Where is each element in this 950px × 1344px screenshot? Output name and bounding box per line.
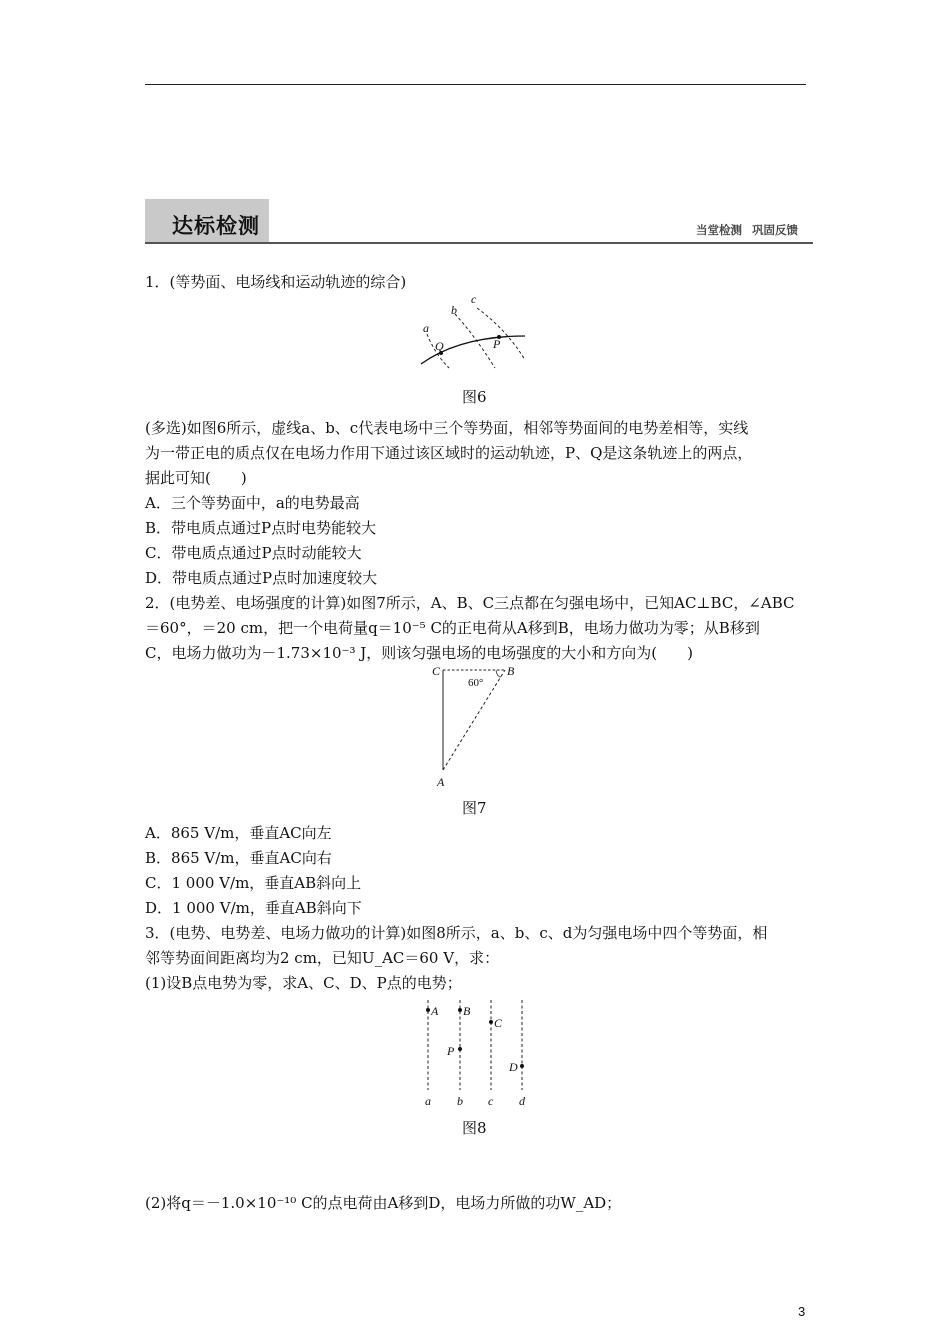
q2-option-c: C．1 000 V/m，垂直AB斜向上 bbox=[145, 874, 362, 892]
label-angle: 60° bbox=[468, 677, 484, 689]
q2-stem-2: ＝60°，＝20 cm，把一个电荷量q＝10⁻⁵ C的正电荷从A移到B，电场力做功为零；从B移到 bbox=[145, 619, 760, 637]
point-D bbox=[520, 1064, 524, 1068]
label-c: c bbox=[471, 292, 477, 306]
label-A: A bbox=[437, 775, 445, 789]
q3-stem-2: 邻等势面间距离均为2 cm，已知U_AC＝60 V，求： bbox=[145, 949, 500, 967]
section-tag: 当堂检测 巩固反馈 bbox=[696, 223, 799, 237]
q1-option-d: D．带电质点通过P点时加速度较大 bbox=[145, 569, 378, 587]
label-B: B bbox=[507, 664, 515, 678]
point-P bbox=[458, 1047, 462, 1051]
q1-stem-2: 为一带正电的质点仅在电场力作用下通过该区域时的运动轨迹，P、Q是这条轨迹上的两点， bbox=[145, 444, 753, 462]
label-line-c: c bbox=[488, 1094, 494, 1108]
q1-option-b: B．带电质点通过P点时电势能较大 bbox=[145, 519, 377, 537]
label-C: C bbox=[494, 1016, 503, 1030]
fig8-caption: 图8 bbox=[462, 1119, 487, 1137]
label-A: A bbox=[431, 1004, 439, 1018]
point-A bbox=[426, 1008, 430, 1012]
q3-part-1: (1)设B点电势为零，求A、C、D、P点的电势； bbox=[145, 974, 462, 992]
label-B: B bbox=[463, 1004, 471, 1018]
label-P: P bbox=[493, 337, 501, 351]
label-line-d: d bbox=[519, 1094, 525, 1108]
section-title: 达标检测 bbox=[172, 214, 260, 238]
q1-stem-3: 据此可知( ) bbox=[145, 469, 247, 487]
top-rule bbox=[145, 84, 806, 85]
label-line-b: b bbox=[457, 1094, 463, 1108]
figure-7 bbox=[425, 660, 525, 790]
point-B bbox=[458, 1008, 462, 1012]
label-D: D bbox=[509, 1060, 518, 1074]
q1-option-c: C．带电质点通过P点时动能较大 bbox=[145, 544, 362, 562]
q2-stem-1: 2．(电势差、电场强度的计算)如图7所示，A、B、C三点都在匀强电场中，已知AC⊥BC，∠ABC bbox=[145, 594, 795, 612]
fig7-caption: 图7 bbox=[462, 799, 487, 817]
equipotential-c bbox=[477, 308, 525, 360]
label-C: C bbox=[432, 664, 441, 678]
q3-part-2: (2)将q＝－1.0×10⁻¹⁰ C的点电荷由A移到D，电场力所做的功W_AD； bbox=[145, 1194, 622, 1212]
label-Q: Q bbox=[435, 339, 444, 353]
label-a: a bbox=[423, 321, 429, 335]
fig6-caption: 图6 bbox=[462, 388, 487, 406]
label-b: b bbox=[451, 303, 457, 317]
label-P: P bbox=[447, 1044, 455, 1058]
section-rule bbox=[145, 242, 813, 244]
q2-stem-3: C，电场力做功为－1.73×10⁻³ J，则该匀强电场的电场强度的大小和方向为( ) bbox=[145, 644, 693, 662]
q2-option-a: A．865 V/m，垂直AC向左 bbox=[145, 824, 332, 842]
q3-stem-1: 3．(电势、电势差、电场力做功的计算)如图8所示，a、b、c、d为匀强电场中四个等势面，相 bbox=[145, 924, 768, 942]
angle-arc bbox=[496, 670, 501, 677]
q2-option-d: D．1 000 V/m，垂直AB斜向下 bbox=[145, 899, 362, 917]
figure-8 bbox=[410, 995, 535, 1110]
q2-option-b: B．865 V/m，垂直AC向右 bbox=[145, 849, 332, 867]
q1-option-a: A．三个等势面中，a的电势最高 bbox=[145, 494, 360, 512]
point-C bbox=[489, 1020, 493, 1024]
figure-6 bbox=[415, 292, 540, 372]
q1-stem-1: (多选)如图6所示，虚线a、b、c代表电场中三个等势面，相邻等势面间的电势差相等，实线 bbox=[145, 419, 749, 437]
page-number: 3 bbox=[798, 1304, 806, 1319]
label-line-a: a bbox=[425, 1094, 431, 1108]
q1-title: 1．(等势面、电场线和运动轨迹的综合) bbox=[145, 273, 407, 291]
